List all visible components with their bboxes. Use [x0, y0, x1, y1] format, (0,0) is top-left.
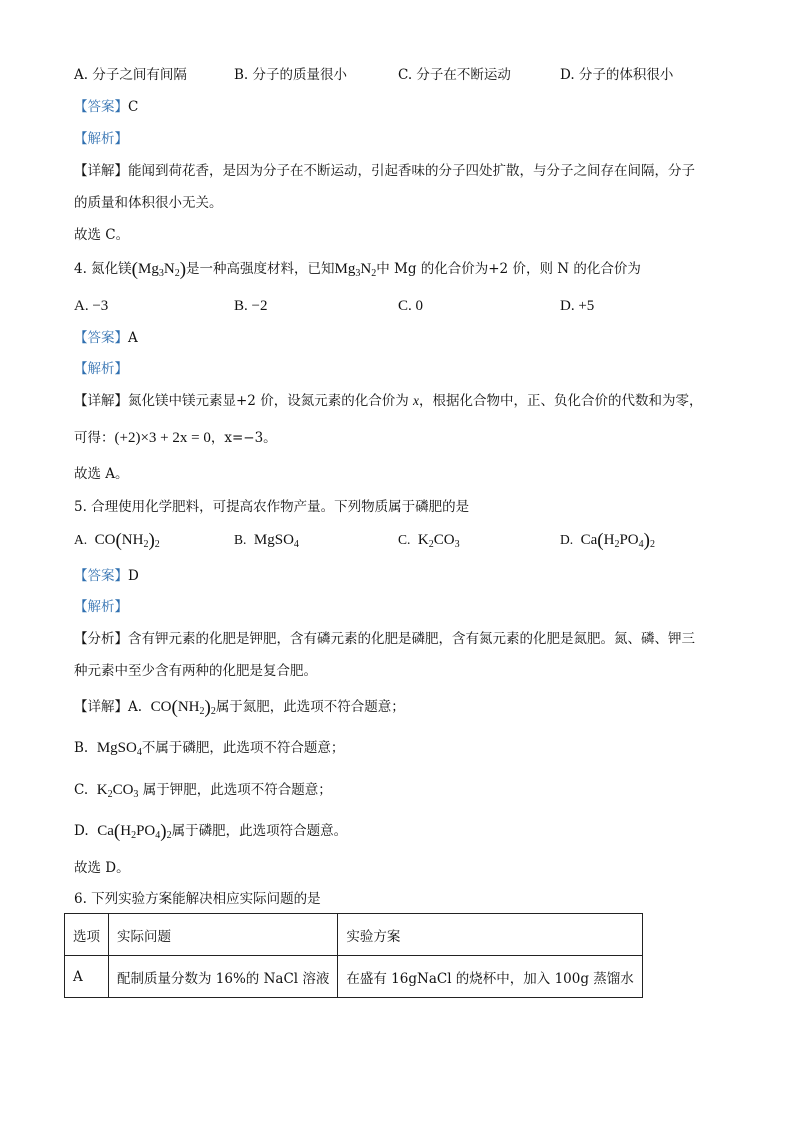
- q4-option-c: C. 0: [398, 298, 424, 314]
- q5-analysis-tag: 【解析】: [74, 599, 128, 615]
- q5-options: [74, 530, 734, 550]
- q5-detail-b: B. MgSO$_4$不属于磷肥，此选项不符合题意；: [74, 740, 345, 758]
- q3-analysis-tag: 【解析】: [74, 131, 128, 147]
- q5-fenxi-line-2: 种元素中至少含有两种的化肥是复合肥。: [74, 663, 317, 679]
- q5-option-c: C. $K_2CO_3$: [398, 532, 460, 550]
- q5-detail-d: D. $Ca(H_2PO_4)_2$属于磷肥，此选项符合题意。: [74, 821, 348, 842]
- detail-tag: 【详解】: [74, 699, 128, 715]
- q5-fenxi-line-1: 【分析】含有钾元素的化肥是钾肥，含有磷元素的化肥是磷肥，含有氮元素的化肥是氮肥。氮、磷、钾三: [74, 631, 695, 647]
- table-cell: 在盛有 16gNaCl 的烧杯中，加入 100g 蒸馏水: [338, 956, 642, 998]
- table-row: [65, 956, 643, 998]
- q5-detail-c: C. $K_2CO_3$ 属于钾肥，此选项不符合题意；: [74, 782, 332, 800]
- answer-value: D: [128, 568, 139, 584]
- equation: (+2)×3 + 2x = 0: [114, 430, 211, 446]
- answer-tag: 【答案】: [74, 568, 128, 584]
- q5-stem: 5. 合理使用化学肥料，可提高农作物产量。下列物质属于磷肥的是: [74, 499, 470, 515]
- answer-tag: 【答案】: [74, 99, 128, 115]
- q5-detail-a: 【详解】A. $CO(NH_2)_2$属于氮肥，此选项不符合题意；: [74, 697, 405, 718]
- table-cell: 配制质量分数为 16%的 NaCl 溶液: [109, 956, 338, 998]
- detail-tag: 【详解】: [74, 393, 128, 409]
- q4-option-d: D. +5: [560, 298, 595, 314]
- table-header-cell: 选项: [65, 914, 109, 956]
- formula-mg3n2-inline: $Mg_3N_2$: [334, 261, 377, 279]
- detail-tag: 【详解】: [74, 163, 128, 179]
- q3-option-c: C. 分子在不断运动: [398, 67, 511, 83]
- table-cell: A: [65, 956, 109, 998]
- q4-detail-line-1: 【详解】氮化镁中镁元素显+2 价，设氮元素的化合价为 x，根据化合物中，正、负化合价的代数和为零，: [74, 393, 703, 409]
- q5-option-d: D. $Ca(H_2PO_4)_2$: [560, 530, 655, 551]
- q3-option-d: D. 分子的体积很小: [560, 67, 674, 83]
- table-header-cell: 实际问题: [109, 914, 338, 956]
- fenxi-tag: 【分析】: [74, 631, 128, 647]
- q5-option-a: A. $CO(NH_2)_2$: [74, 530, 160, 551]
- q6-stem: 6. 下列实验方案能解决相应实际问题的是: [74, 891, 321, 907]
- q4-answer: [74, 328, 138, 348]
- q5-option-b: B. MgSO$_4$: [234, 532, 299, 550]
- q3-option-b: B. 分子的质量很小: [234, 67, 348, 83]
- q4-conclusion: 故选 A。: [74, 466, 129, 482]
- q4-analysis-tag: 【解析】: [74, 361, 128, 377]
- table-header-row: [65, 914, 643, 956]
- formula-mg3n2: $(Mg_3N_2)$: [131, 259, 187, 280]
- table-header-cell: 实验方案: [338, 914, 642, 956]
- answer-value: A: [128, 330, 138, 346]
- q5-conclusion: 故选 D。: [74, 860, 130, 876]
- q3-answer: [74, 97, 138, 117]
- answer-value: C: [128, 99, 139, 115]
- q3-options: [74, 65, 734, 85]
- q4-option-b: B. −2: [234, 298, 268, 314]
- q3-detail-line-2: 的质量和体积很小无关。: [74, 195, 223, 211]
- q4-stem: 4. 氮化镁$(Mg_3N_2)$是一种高强度材料，已知$Mg_3N_2$中 Mg 的化合价为+2 价，则 N 的化合价为: [74, 259, 641, 280]
- q4-options: [74, 296, 734, 316]
- q6-table: [64, 913, 643, 998]
- answer-tag: 【答案】: [74, 330, 128, 346]
- q3-option-a: A. 分子之间有间隔: [74, 67, 187, 83]
- q4-detail-line-2: 可得：(+2)×3 + 2x = 0，x=−3。: [74, 430, 277, 446]
- q3-conclusion: 故选 C。: [74, 227, 130, 243]
- q4-option-a: A. −3: [74, 298, 109, 314]
- q5-answer: [74, 566, 139, 586]
- q3-detail-line-1: 【详解】能闻到荷花香，是因为分子在不断运动，引起香味的分子四处扩散，与分子之间存在间隔，分子: [74, 163, 695, 179]
